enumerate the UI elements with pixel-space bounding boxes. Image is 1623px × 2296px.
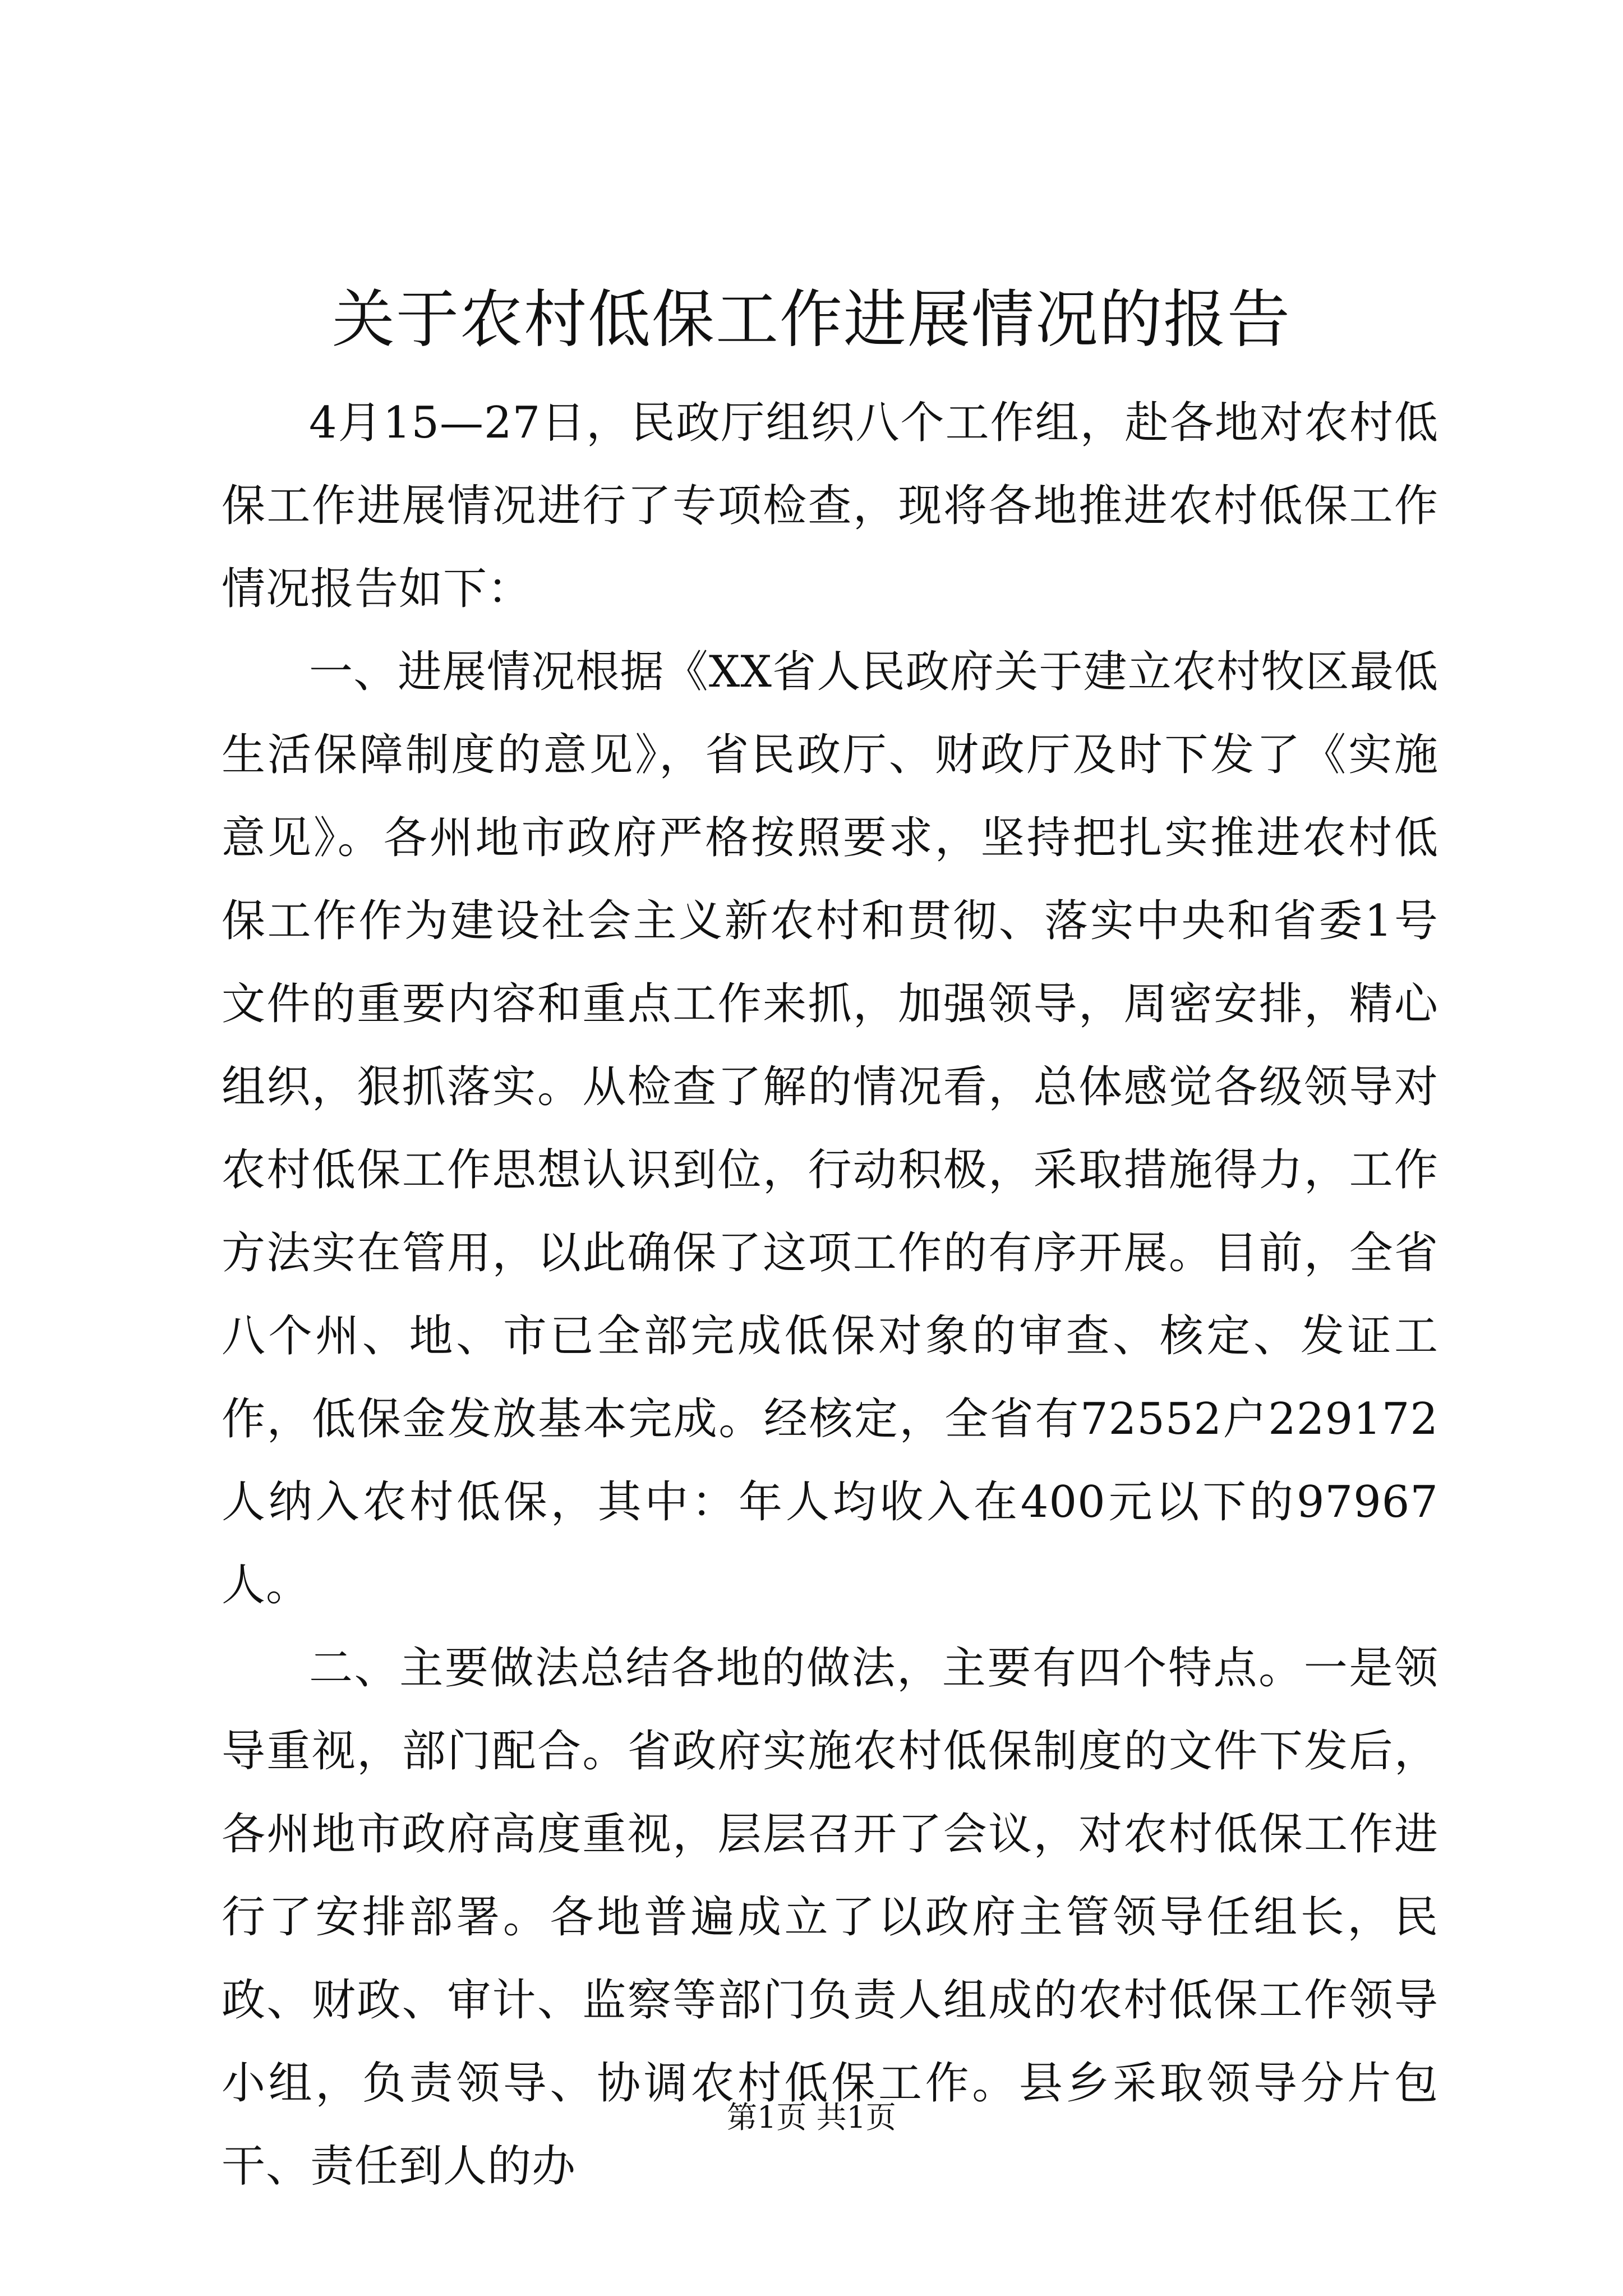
paragraph-intro: 4月15—27日，民政厅组织八个工作组，赴各地对农村低保工作进展情况进行了专项检查，现将各地推进农村低保工作情况报告如下：	[222, 398, 1438, 614]
document-body	[222, 381, 1438, 2208]
paragraph-practices: 二、主要做法总结各地的做法，主要有四个特点。一是领导重视，部门配合。省政府实施农村低保制度的文件下发后，各州地市政府高度重视，层层召开了会议，对农村低保工作进行了安排部署。各地普遍成立了以政府主管领导任组长，民政、财政、审计、监察等部门负责人组成的农村低保工作领导小组，负责领导、协调农村低保工作。县乡采取领导分片包干、责任到人的办	[222, 1643, 1438, 2192]
page-footer: 第1页 共1页	[727, 2100, 896, 2135]
document-title: 关于农村低保工作进展情况的报告	[332, 283, 1291, 356]
paragraph-progress: 一、进展情况根据《XX省人民政府关于建立农村牧区最低生活保障制度的意见》，省民政厅、财政厅及时下发了《实施意见》。各州地市政府严格按照要求，坚持把扎实推进农村低保工作作为建设社会主义新农村和贯彻、落实中央和省委1号文件的重要内容和重点工作来抓，加强领导，周密安排，精心组织，狠抓落实。从检查了解的情况看，总体感觉各级领导对农村低保工作思想认识到位，行动积极，采取措施得力，工作方法实在管用，以此确保了这项工作的有序开展。目前，全省八个州、地、市已全部完成低保对象的审查、核定、发证工作，低保金发放基本完成。经核定，全省有72552户229172人纳入农村低保，其中：年人均收入在400元以下的97967人。	[222, 647, 1438, 1611]
